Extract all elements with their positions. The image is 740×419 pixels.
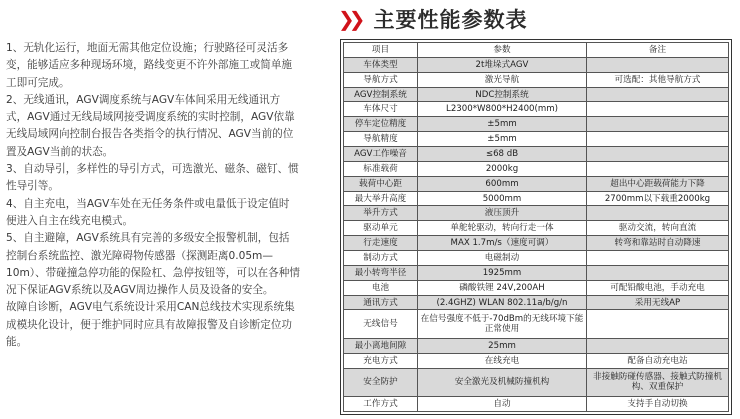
- cell-item: AGV工作噪音: [344, 147, 418, 162]
- cell-remark: [587, 132, 729, 147]
- table-row: [344, 117, 729, 132]
- cell-param: NDC控制系统: [418, 87, 587, 102]
- cell-param: 自动: [418, 396, 587, 411]
- page-title: 主要性能参数表: [373, 8, 528, 32]
- cell-remark: 支持手自动切换: [587, 396, 729, 411]
- feature-item-2: 2、无线通讯，AGV调度系统与AGV车体间采用无线通讯方式，AGV通过无线局域网接受调度系统的实时控制，AGV依靠无线局域网向控制台报告各类指令的执行情况、AGV当前的位置及AGV当前的状态。: [6, 93, 295, 158]
- cell-item: 最小转弯半径: [344, 265, 418, 280]
- cell-param: L2300*W800*H2400(mm): [418, 102, 587, 117]
- header-param: 参数: [418, 43, 587, 58]
- table-row: [344, 87, 729, 102]
- cell-item: 车体类型: [344, 57, 418, 72]
- cell-item: 电池: [344, 280, 418, 295]
- cell-remark: 可选配：其他导航方式: [587, 72, 729, 87]
- table-row: [344, 265, 729, 280]
- cell-param: (2.4GHZ) WLAN 802.11a/b/g/n: [418, 295, 587, 310]
- cell-remark: [587, 147, 729, 162]
- cell-param: 在线充电: [418, 353, 587, 368]
- table-row: [344, 72, 729, 87]
- feature-item-6: 故障自诊断，AGV电气系统设计采用CAN总线技术实现系统集成模块化设计，便于维护同时应具有故障报警及自诊断定位功能。: [6, 301, 295, 349]
- cell-item: AGV控制系统: [344, 87, 418, 102]
- cell-param: 在信号强度不低于-70dBm的无线环境下能正常使用: [418, 310, 587, 338]
- cell-param: 600mm: [418, 176, 587, 191]
- cell-item: 行走速度: [344, 236, 418, 251]
- cell-param: 单舵轮驱动，转向行走一体: [418, 221, 587, 236]
- cell-param: ≤68 dB: [418, 147, 587, 162]
- cell-remark: 超出中心距载荷能力下降: [587, 176, 729, 191]
- table-row: [344, 353, 729, 368]
- cell-item: 导航方式: [344, 72, 418, 87]
- cell-remark: [587, 206, 729, 221]
- cell-param: 1925mm: [418, 265, 587, 280]
- header-item: 项目: [344, 43, 418, 58]
- double-chevron-icon: ❯❯: [338, 7, 360, 31]
- section-heading: [338, 4, 528, 34]
- cell-param: 安全激光及机械防撞机构: [418, 368, 587, 396]
- feature-item-1: 1、无轨化运行，地面无需其他定位设施；行驶路径可灵活多变，能够适应多种现场环境，路线变更不许外部施工或简单施工即可完成。: [6, 42, 293, 89]
- cell-remark: 转弯和靠站时自动降速: [587, 236, 729, 251]
- table-row: [344, 236, 729, 251]
- table-row: [344, 338, 729, 353]
- spec-table: [343, 42, 729, 412]
- cell-item: 举升方式: [344, 206, 418, 221]
- cell-remark: 非接触防碰传感器、接触式防撞机构、双重保护: [587, 368, 729, 396]
- table-row: [344, 221, 729, 236]
- cell-item: 制动方式: [344, 251, 418, 266]
- cell-remark: 配备自动充电站: [587, 353, 729, 368]
- table-row: [344, 280, 729, 295]
- cell-remark: [587, 87, 729, 102]
- table-header-row: [344, 43, 729, 58]
- cell-item: 最小离地间隙: [344, 338, 418, 353]
- cell-remark: [587, 251, 729, 266]
- cell-remark: 驱动交流，转向直流: [587, 221, 729, 236]
- cell-param: ±5mm: [418, 117, 587, 132]
- cell-remark: 采用无线AP: [587, 295, 729, 310]
- cell-item: 最大举升高度: [344, 191, 418, 206]
- header-remark: 备注: [587, 43, 729, 58]
- table-row: [344, 57, 729, 72]
- cell-remark: [587, 338, 729, 353]
- cell-param: MAX 1.7m/s（速度可调）: [418, 236, 587, 251]
- table-row: [344, 368, 729, 396]
- cell-item: 通讯方式: [344, 295, 418, 310]
- cell-param: 电磁制动: [418, 251, 587, 266]
- cell-param: 液压顶升: [418, 206, 587, 221]
- cell-param: 激光导航: [418, 72, 587, 87]
- cell-param: 2000kg: [418, 161, 587, 176]
- table-row: [344, 310, 729, 338]
- cell-remark: 2700mm以下载重2000kg: [587, 191, 729, 206]
- feature-list: [6, 40, 300, 351]
- cell-remark: [587, 57, 729, 72]
- cell-item: 安全防护: [344, 368, 418, 396]
- feature-item-4: 4、自主充电，当AGV车处在无任务条件或电量低于设定值时便进入自主在线充电模式。: [6, 197, 290, 227]
- cell-remark: [587, 161, 729, 176]
- cell-item: 停车定位精度: [344, 117, 418, 132]
- cell-item: 驱动单元: [344, 221, 418, 236]
- cell-item: 导航精度: [344, 132, 418, 147]
- table-row: [344, 191, 729, 206]
- cell-remark: [587, 310, 729, 338]
- cell-item: 充电方式: [344, 353, 418, 368]
- cell-param: 磷酸铁锂 24V,200AH: [418, 280, 587, 295]
- feature-item-3: 3、自动导引，多样性的导引方式，可选激光、磁条、磁钉、惯性导引等。: [6, 163, 299, 193]
- cell-item: 工作方式: [344, 396, 418, 411]
- cell-remark: [587, 117, 729, 132]
- cell-remark: 可配铅酸电池，手动充电: [587, 280, 729, 295]
- spec-table-frame: [340, 39, 732, 415]
- table-row: [344, 147, 729, 162]
- table-row: [344, 206, 729, 221]
- cell-param: 5000mm: [418, 191, 587, 206]
- table-row: [344, 102, 729, 117]
- table-row: [344, 176, 729, 191]
- cell-remark: [587, 102, 729, 117]
- table-row: [344, 396, 729, 411]
- cell-item: 载荷中心距: [344, 176, 418, 191]
- cell-item: 无线信号: [344, 310, 418, 338]
- table-row: [344, 161, 729, 176]
- cell-param: 25mm: [418, 338, 587, 353]
- cell-param: 2t堆垛式AGV: [418, 57, 587, 72]
- table-row: [344, 132, 729, 147]
- table-row: [344, 295, 729, 310]
- cell-remark: [587, 265, 729, 280]
- cell-item: 标准载荷: [344, 161, 418, 176]
- table-row: [344, 251, 729, 266]
- cell-item: 车体尺寸: [344, 102, 418, 117]
- feature-item-5: 5、自主避障，AGV系统具有完善的多级安全报警机制，包括控制台系统监控、激光障碍物传感器（探测距离0.05m—10m）、带碰撞急停功能的保险杠、急停按钮等，可以在各种情况下保证AGV系统以及AGV周边操作人员及设备的安全。: [6, 232, 300, 297]
- cell-param: ±5mm: [418, 132, 587, 147]
